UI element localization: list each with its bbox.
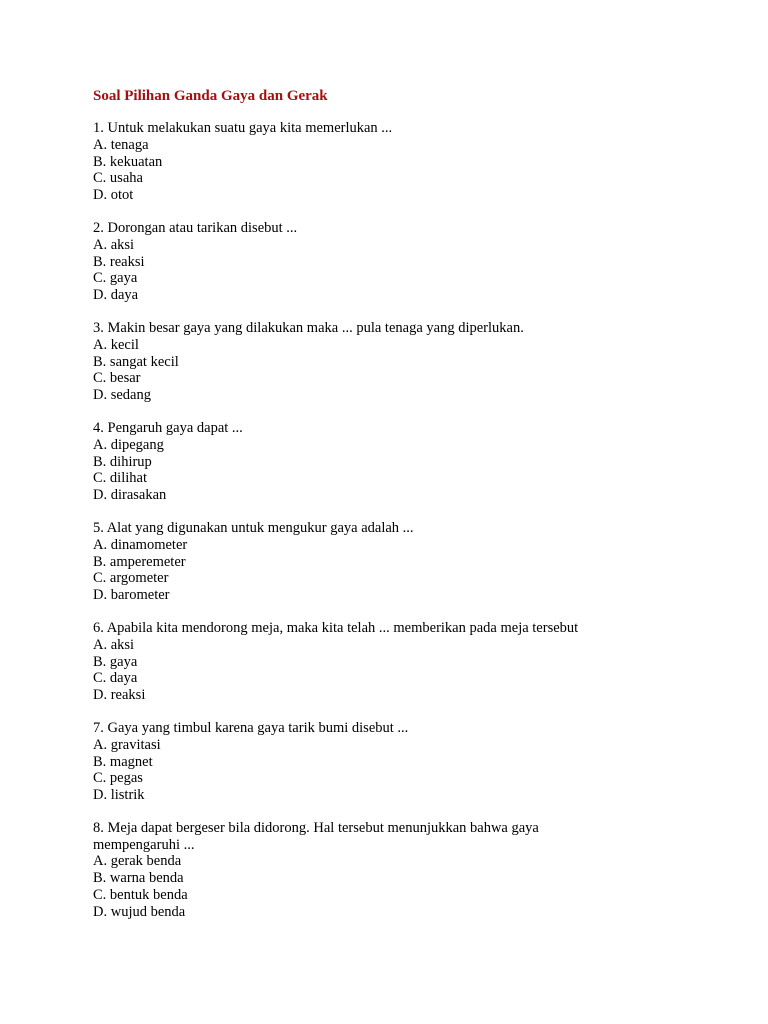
answer-option-b: B. reaksi xyxy=(93,253,145,270)
question-text: 2. Dorongan atau tarikan disebut ... xyxy=(93,219,298,236)
question-text: 6. Apabila kita mendorong meja, maka kita telah ... memberikan pada meja tersebut xyxy=(93,619,579,636)
question-text: 5. Alat yang digunakan untuk mengukur gaya adalah ... xyxy=(93,519,414,536)
answer-option-d: D. wujud benda xyxy=(93,903,186,920)
answer-option-d: D. daya xyxy=(93,287,139,304)
question-text: 8. Meja dapat bergeser bila didorong. Hal tersebut menunjukkan bahwa gaya mempengaruhi ... xyxy=(93,819,539,853)
question-text: 4. Pengaruh gaya dapat ... xyxy=(93,419,243,436)
answer-option-b: B. sangat kecil xyxy=(93,353,179,370)
question-3 xyxy=(93,320,653,404)
answer-option-a: A. dinamometer xyxy=(93,536,188,553)
answer-option-a: A. kecil xyxy=(93,336,139,353)
question-1 xyxy=(93,120,653,204)
answer-option-b: B. magnet xyxy=(93,753,153,770)
question-2 xyxy=(93,220,653,304)
question-7 xyxy=(93,720,653,804)
answer-option-a: A. aksi xyxy=(93,236,135,253)
answer-option-a: A. tenaga xyxy=(93,136,149,153)
document-title: Soal Pilihan Ganda Gaya dan Gerak xyxy=(93,88,328,104)
answer-option-d: D. reaksi xyxy=(93,687,146,704)
question-6 xyxy=(93,620,653,704)
answer-option-b: B. warna benda xyxy=(93,870,184,887)
answer-option-b: B. gaya xyxy=(93,653,138,670)
answer-option-c: C. bentuk benda xyxy=(93,887,188,904)
answer-option-b: B. dihirup xyxy=(93,453,152,470)
answer-option-c: C. gaya xyxy=(93,270,138,287)
question-text: 3. Makin besar gaya yang dilakukan maka ... pula tenaga yang diperlukan. xyxy=(93,319,524,336)
answer-option-d: D. listrik xyxy=(93,787,145,804)
answer-option-d: D. sedang xyxy=(93,387,151,404)
document-page xyxy=(93,87,653,937)
answer-option-b: B. amperemeter xyxy=(93,553,186,570)
question-text: 1. Untuk melakukan suatu gaya kita memerlukan ... xyxy=(93,120,393,136)
answer-option-d: D. dirasakan xyxy=(93,487,167,504)
answer-option-c: C. dilihat xyxy=(93,470,147,487)
answer-option-b: B. kekuatan xyxy=(93,153,163,170)
answer-option-a: A. gerak benda xyxy=(93,853,182,870)
answer-option-c: C. argometer xyxy=(93,570,169,587)
answer-option-c: C. daya xyxy=(93,670,138,687)
answer-option-d: D. barometer xyxy=(93,587,170,604)
answer-option-a: A. gravitasi xyxy=(93,736,161,753)
answer-option-c: C. pegas xyxy=(93,770,143,787)
answer-option-a: A. dipegang xyxy=(93,436,164,453)
question-text: 7. Gaya yang timbul karena gaya tarik bumi disebut ... xyxy=(93,719,409,736)
answer-option-a: A. aksi xyxy=(93,636,135,653)
question-5 xyxy=(93,520,653,604)
answer-option-d: D. otot xyxy=(93,187,134,204)
answer-option-c: C. usaha xyxy=(93,170,143,187)
question-8 xyxy=(93,820,653,921)
answer-option-c: C. besar xyxy=(93,370,141,387)
question-4 xyxy=(93,420,653,504)
